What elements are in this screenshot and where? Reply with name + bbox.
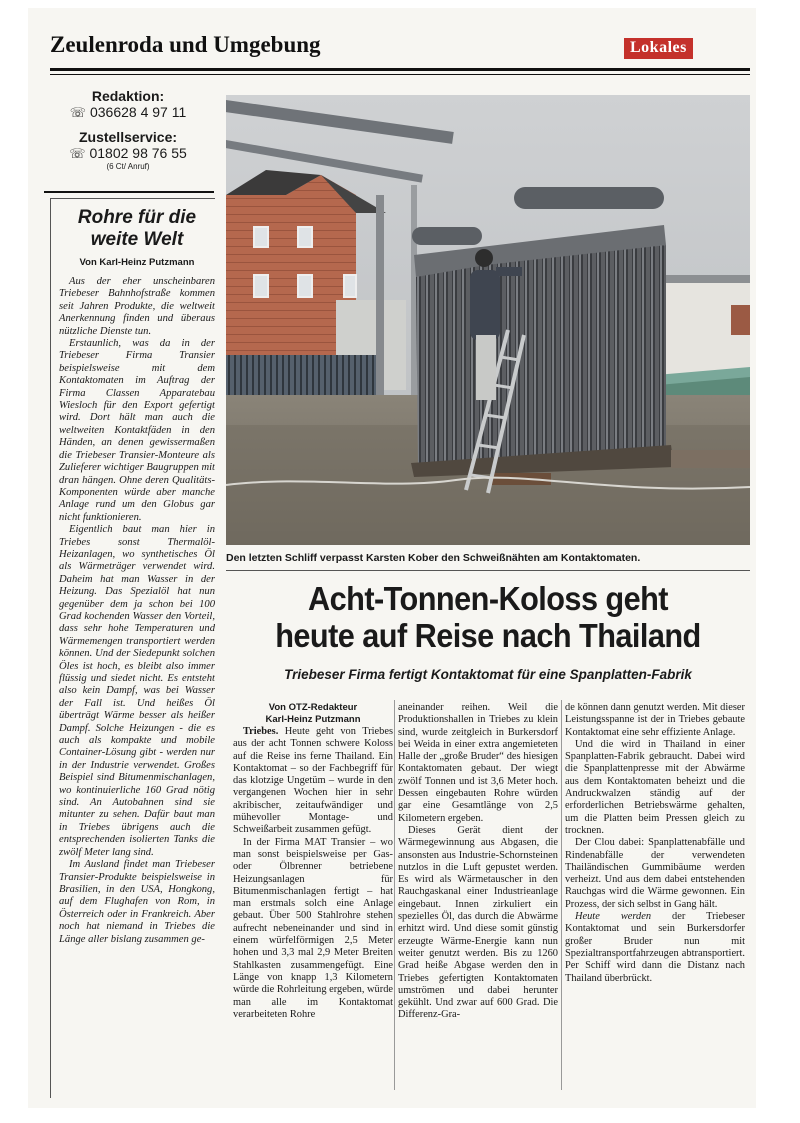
article-column-3 [565,702,745,985]
article-text: Heute geht von Triebes aus der acht Tonnen schwere Koloss auf die Reise ins ferne Thailand. Ein Kontaktomat – so der Fachbegriff für das klotzige Ungetüm – wurde in den vergangenen Wochen hier in sehr akribischer, zeitaufwändiger und mühevoller Montage- und Schweißarbeit zusammen gefügt. [233,726,393,836]
article-paragraph [233,726,393,837]
column-separator [394,700,395,1090]
article-paragraph: Heute werden der Triebeser Kontaktomat und sein Burkersdorfer großer Bruder nun mit Spezialtransportfahrzeugen abtransportiert. Per Schiff wird dann die Distanz nach Thailand überbrückt. [565,911,745,984]
caption-rule [226,570,750,571]
main-headline [244,580,731,654]
article-paragraph: de können dann genutzt werden. Mit dieser Leistungsspanne ist der in Triebes gebaute Kontaktomat eine sehr effiziente Anlage. [565,702,745,738]
photo-illustration [226,95,750,545]
side-article-byline: Von Karl-Heinz Putzmann [79,257,195,268]
article-paragraph: Dieses Gerät dient der Wärmegewinnung aus Abgasen, die ansonsten aus Industrie-Schornsteinen nutzlos in die Luft gepustet werden. Es wird als Wärmetauscher in den Rauchgaskanal einer Industrieanlage eingebaut. Innen zirkuliert ein spezielles Öl, das durch die Abwärme erhitzt wird. Und diese somit günstig erzeugte Wärme-Energie kann nun weiter genutzt werden. Bis zu 1260 Grad heiße Abgase werden den in Triebes gefertigten Kontaktomaten umströmen und dabei herunter gekühlt. Und zwar auf 600 Grad. Die Differenz-Gra- [398,824,558,1021]
column-separator [561,700,562,1090]
header-rule [50,68,750,71]
phone-icon: ☏ [69,105,86,120]
headline-line-1: Acht-Tonnen-Koloss geht [308,580,668,617]
redaktion-label: Redaktion: [91,88,165,104]
article-photo [226,95,750,545]
side-paragraph: Aus der eher unscheinbaren Triebeser Bahnhofstraße kommen seit Jahren Produkte, die weltweit Anerkennung finden und überaus nützliche Dienste tun. [59,276,215,337]
article-paragraph: In der Firma MAT Transier – wo man sonst beispielsweise per Gas- oder Ölbrenner betriebene Heizungsanlagen für Bitumenmischanlagen fertigt – hat man erstmals solch eine Anlage gebaut. Über 500 Stahlrohre stehen aufrecht nebeneinander und sind in einem würfelförmigen 2,5 Meter hohen und 3,3 mal 2,9 Meter Breiten Stahlkasten zusammengefügt. Eine Länge von knapp 1,3 Kilometern würde die Rohrleitung ergeben, würde man alle im Kontaktomat verarbeiteten Rohre [233,836,393,1020]
contact-box [42,88,214,171]
side-paragraph: Erstaunlich, was da in der Triebeser Firma Transier beispielsweise mit dem Kontaktomaten im Auftrag der Firma Classen Apparatebau Wiesloch für den Export gefertigt wird. Dort hält man auch die weltweiten Kontaktfäden in den Händen, an denen gewissermaßen die Triebeser Transier-Monteure als Zulieferer wichtiger Baugruppen mit dran hängen. Ohne deren Qualitäts-Komponenten würde aber manche Anlage rund um den Globus gar nicht funktionieren. [59,338,215,523]
side-article-body [59,276,215,946]
article-paragraph: Und die wird in Thailand in einer Spanplatten-Fabrik gebraucht. Dabei wird die Spanplattenpresse mit der Abwärme aus dem Kontaktomaten beheizt und die Andruckwalzen ständig auf der erforderlichen Betriebswärme gehalten, um die Platten beim Pressen gleich zu trocknen. [565,738,745,836]
main-byline [233,702,393,726]
side-paragraph: Im Ausland findet man Triebeser Transier-Produkte beispielsweise in Brasilien, in den USA, Hongkong, auf dem Flughafen von Rom, in Österreich oder in Frankreich. Aber noch hat niemand in Triebes die Länge aller bislang zusammen ge- [59,859,215,945]
italic-lead: Heute werden [575,911,652,923]
zustell-phone [42,145,214,162]
article-paragraph: Der Clou dabei: Spanplattenabfälle und Rindenabfälle der verwendeten Thailändischen Gummibäume werden verheizt. Und aus dem dabei entstehenden Rauchgas wird die Wärme gewonnen. Ein Prozess, der sich selbst in Gang hält. [565,837,745,910]
zustell-note: (6 Ct/ Anruf) [106,162,150,171]
article-column-2 [398,702,558,1022]
header-rule-thin [50,74,750,75]
side-article [50,198,215,1098]
article-column-1 [233,702,393,1021]
section-badge: Lokales [624,38,693,59]
article-paragraph: aneinander reihen. Weil die Produktionshallen in Triebes zu klein sind, wurde zeitgleich in Burkersdorf bei Weida in einer extra angemieteten Halle der „große Bruder“ des hiesigen Kontaktomaten gebaut. Der wiegt zwölf Tonnen und ist 3,6 Meter hoch. Dessen eingebauten Rohre würden gar eine Gesamtlänge von 2,5 Kilometern ergeben. [398,702,558,824]
redaktion-phone [42,104,214,121]
main-byline-line-1: Von OTZ-Redakteur [268,702,358,713]
section-title: Zeulenroda und Umgebung [50,32,321,57]
main-byline-line-2: Karl-Heinz Putzmann [265,714,361,725]
zustell-number: 01802 98 76 55 [89,145,187,161]
zustell-label: Zustellservice: [78,129,178,145]
side-paragraph: Eigentlich baut man hier in Triebes sonst Thermalöl-Heizanlagen, wo synthetisches Öl als Wärmeträger verwendet wird. Daheim hat man Wasser in der Heizung. Das Spezialöl hat nun gegenüber dem ja schon bei 100 Grad kochenden Wasser den Vorteil, dass sehr hohe Temperaturen und Wärmemengen transportiert werden können. Und der Siedepunkt solchen Öles ist hoch, es bleibt also immer flüssig und siedet nicht. Es entsteht also kein Dampf, was bei Wasser der Fall ist. Und heißes Öl überträgt Wärme besser als heißer Dampf. Solche Heizungen - die es auch als kompakte und mobile Container-Lösung gibt - werden nur in der Industrie verwendet. Großes Beispiel sind Bitumenmischanlagen, wo kontinuierliche 160 Grad nötig sind. An Autobahnen sind sie mitunter zu sehen. Dafür baut man in Triebes übrigens auch die entsprechenden isolierten Tanks die zwölf Meter lang sind. [59,524,215,858]
phone-icon: ☏ [69,146,86,161]
main-subheadline: Triebeser Firma fertigt Kontaktomat für eine Spanplatten-Fabrik [284,667,692,682]
redaktion-number: 036628 4 97 11 [89,104,187,120]
headline-line-2: heute auf Reise nach Thailand [275,617,701,654]
side-article-title: Rohre für die weite Welt [77,207,197,250]
contact-rule [44,191,214,193]
photo-caption: Den letzten Schliff verpasst Karsten Kober den Schweißnähten am Kontaktomaten. [226,552,641,564]
dateline: Triebes. [243,726,279,737]
